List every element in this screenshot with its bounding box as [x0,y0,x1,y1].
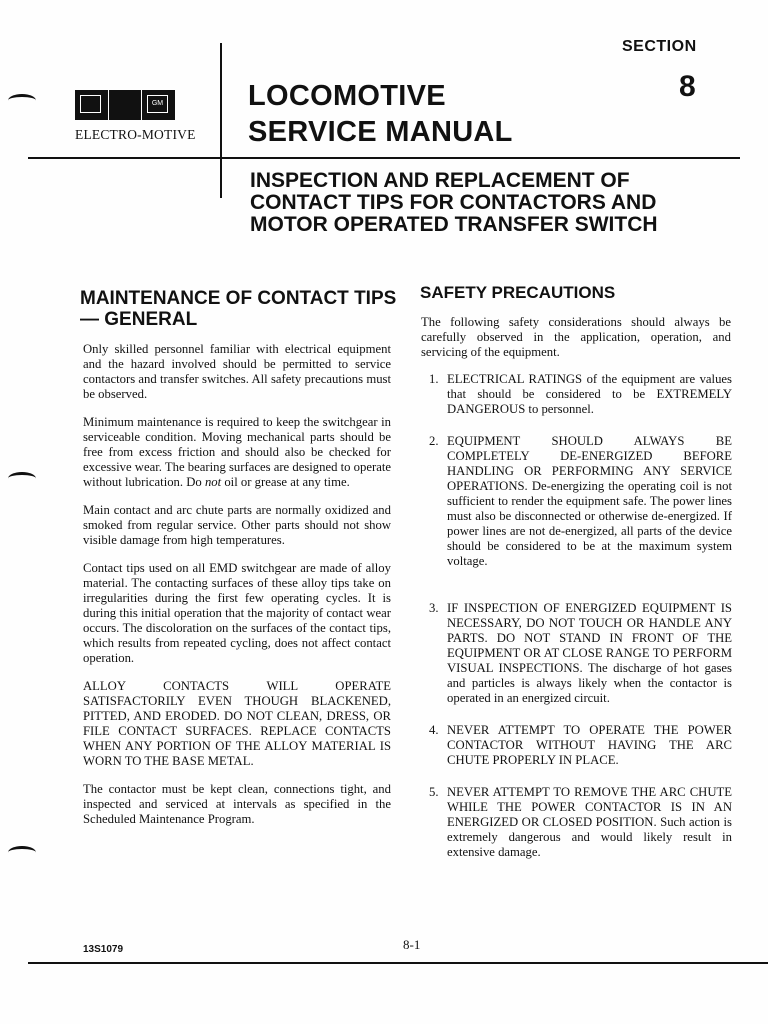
safety-list [425,372,732,877]
manual-title-line-2: SERVICE MANUAL [248,116,513,148]
emphasis: not [204,475,222,489]
binder-hole-mark [8,846,36,859]
logo-center-block [109,90,141,120]
list-item: 4. NEVER ATTEMPT TO OPERATE THE POWER CONTACTOR WITHOUT HAVING THE ARC CHUTE PROPERLY IN PLACE. [429,723,732,767]
document-title: INSPECTION AND REPLACEMENT OF CONTACT TIPS FOR CONTACTORS AND MOTOR OPERATED TRANSFER SWITCH [250,169,658,236]
header-vertical-rule [220,43,222,198]
list-item: 1. ELECTRICAL RATINGS of the equipment are values that should be considered to be EXTREMELY DANGEROUS to personnel. [429,372,732,416]
logo-left-badge [75,90,108,120]
safety-intro: The following safety considerations should always be carefully observed in the application, operation, and servicing of the equipment. [421,315,731,359]
paragraph: Contact tips used on all EMD switchgear are made of alloy material. The contacting surfaces of these alloy tips take on irregularities during the first few operating cycles. It is during this initial operation that the majority of contact wear occurs. The discoloration on the surfaces of the contact tips, which results from repeated cycling, does not affect contact operation. [83,561,391,665]
paragraph: ALLOY CONTACTS WILL OPERATE SATISFACTORILY EVEN THOUGH BLACKENED, PITTED, AND ERODED. DO NOT CLEAN, DRESS, OR FILE CONTACT SURFACES. REPLACE CONTACTS WHEN ANY PORTION OF THE ALLOY MATERIAL IS WORN TO THE BASE METAL. [83,679,391,768]
list-item: 5. NEVER ATTEMPT TO REMOVE THE ARC CHUTE WHILE THE POWER CONTACTOR IS IN AN ENERGIZED OR CLOSED POSITION. Such action is extremely dangerous and would likely result in extensive damage. [429,785,732,859]
list-item: 2. EQUIPMENT SHOULD ALWAYS BE COMPLETELY DE-ENERGIZED BEFORE HANDLING OR PERFORMING ANY SERVICE OPERATIONS. De-energizing the operating coil is not sufficient to render the equipment safe. The power lines must also be disconnected or otherwise de-energized. If power lines are not de-energized, all parts of the device should be considered to be at the maximum system voltage. [429,434,732,568]
right-section-heading: SAFETY PRECAUTIONS [420,283,616,302]
document-code: 13S1079 [83,944,124,955]
manual-title-line-1: LOCOMOTIVE [248,80,446,112]
paragraph: Minimum maintenance is required to keep the switchgear in serviceable condition. Moving mechanical parts should be free from excess friction and should also be checked for excessive wear. The bearing surfaces are designed to operate without lubrication. Do not oil or grease at any time. [83,415,391,489]
paragraph: The contactor must be kept clean, connections tight, and inspected and serviced at intervals as specified in the Scheduled Maintenance Program. [83,782,391,826]
binder-hole-mark [8,94,36,107]
page-number: 8-1 [403,937,421,952]
paragraph: Only skilled personnel familiar with electrical equipment and the hazard involved should be permitted to service contactors and transfer switches. All safety precautions must be observed. [83,342,391,401]
header-horizontal-rule [28,157,740,159]
logo-gm-badge: GM [142,90,175,120]
binder-hole-mark [8,472,36,485]
logo-text: ELECTRO-MOTIVE [75,127,196,142]
manual-title [248,78,513,150]
electro-motive-logo [75,90,210,156]
paragraph: Main contact and arc chute parts are normally oxidized and smoked from regular service. Other parts should not show visible damage from high temperatures. [83,503,391,547]
left-section-heading: MAINTENANCE OF CONTACT TIPS — GENERAL [80,288,397,330]
section-number: 8 [679,70,696,103]
left-column-body [83,342,391,840]
section-label: SECTION [622,38,697,55]
footer-rule [28,962,768,964]
list-item: 3. IF INSPECTION OF ENERGIZED EQUIPMENT IS NECESSARY, DO NOT TOUCH OR HANDLE ANY PARTS. DO NOT STAND IN FRONT OF THE EQUIPMENT OR AT CLOSE RANGE TO PERFORM VISUAL INSPECTIONS. The discharge of hot gases and particles is always likely when the contactor is operated in an energized circuit. [429,601,732,705]
